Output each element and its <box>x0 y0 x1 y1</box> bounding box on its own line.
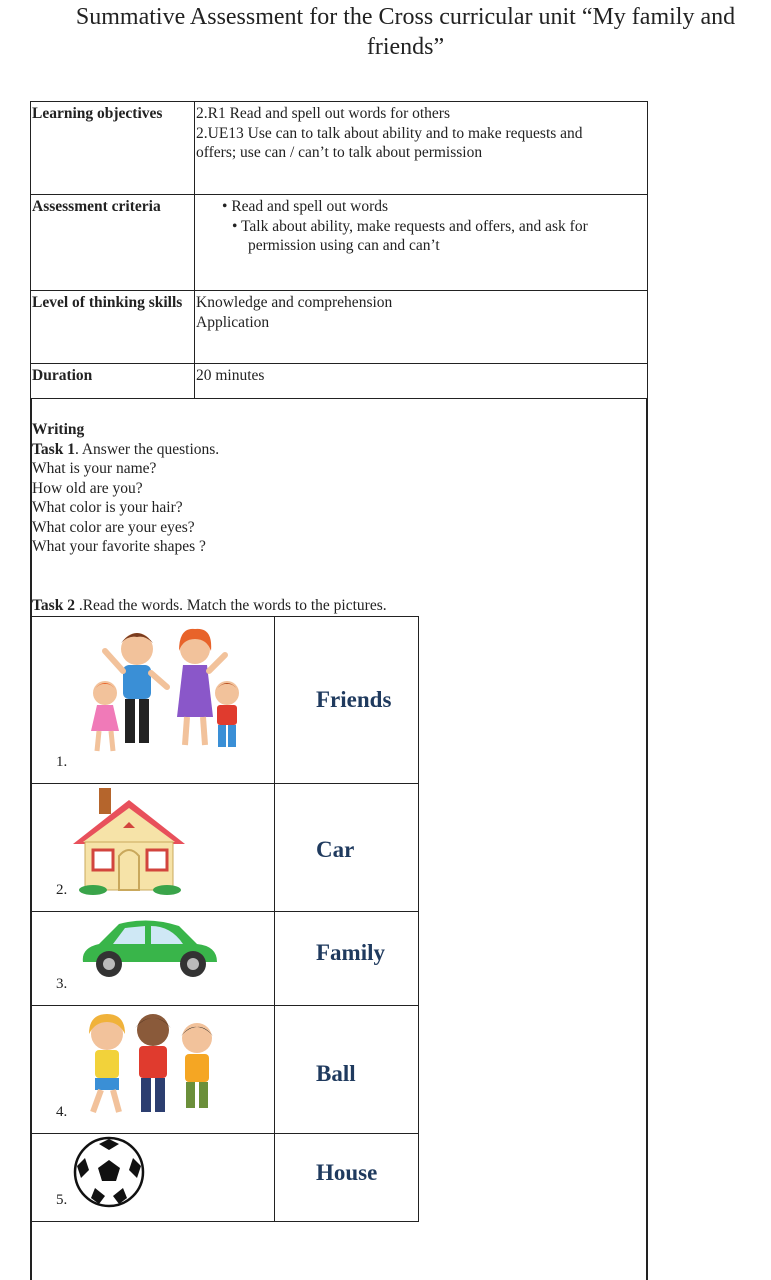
match-row <box>31 784 419 912</box>
criteria-value <box>195 195 648 291</box>
match-row <box>31 1006 419 1134</box>
page-title: Summative Assessment for the Cross curricular unit “My family and friends” <box>75 4 736 60</box>
ball-picture <box>73 1136 145 1208</box>
thinking-label: Level of thinking skills <box>31 291 195 364</box>
duration-row <box>31 364 648 399</box>
match-word: House <box>316 1160 378 1185</box>
criteria-label: Assessment criteria <box>31 195 195 291</box>
objective-line: 2.UE13 Use can to talk about ability and to make requests and <box>196 124 583 142</box>
word-cell <box>275 1134 419 1222</box>
objective-line: offers; use can / can’t to talk about permission <box>196 144 483 161</box>
picture-cell <box>31 1134 275 1222</box>
word-cell <box>275 617 419 784</box>
match-row <box>31 617 419 784</box>
task2-label: Task 2 <box>32 597 75 614</box>
objective-line: 2.R1 Read and spell out words for others <box>196 105 450 122</box>
picture-cell <box>31 784 275 912</box>
match-word: Ball <box>316 1061 356 1086</box>
writing-heading: Writing <box>32 421 85 438</box>
picture-cell <box>31 912 275 1006</box>
duration-label: Duration <box>31 364 195 399</box>
objectives-label: Learning objectives <box>31 102 195 195</box>
family-picture <box>75 621 255 761</box>
duration-value: 20 minutes <box>195 364 648 399</box>
house-picture <box>71 786 191 896</box>
picture-cell <box>31 1006 275 1134</box>
thinking-value <box>195 291 648 364</box>
picture-number: 2. <box>56 882 68 898</box>
objectives-table <box>30 101 648 399</box>
word-cell <box>275 1006 419 1134</box>
match-row <box>31 912 419 1006</box>
task2-text: .Read the words. Match the words to the pictures. <box>74 597 387 614</box>
match-word: Family <box>316 940 385 965</box>
question: What is your name? <box>32 460 157 477</box>
match-row <box>31 1134 419 1222</box>
picture-cell <box>31 617 275 784</box>
criteria-row <box>31 195 648 291</box>
word-cell <box>275 912 419 1006</box>
task1-instruction <box>32 440 219 460</box>
picture-number: 1. <box>56 754 68 770</box>
question: What color is your hair? <box>32 499 183 516</box>
question: What your favorite shapes ? <box>32 538 206 555</box>
car-picture <box>79 918 221 980</box>
frame-border-right <box>646 398 648 1280</box>
task2-instruction <box>32 596 387 616</box>
picture-number: 3. <box>56 976 68 992</box>
match-word: Car <box>316 837 355 862</box>
thinking-row <box>31 291 648 364</box>
picture-number: 5. <box>56 1192 68 1208</box>
criteria-list <box>196 197 646 256</box>
criteria-item: • Read and spell out words <box>232 197 646 217</box>
friends-picture <box>73 1008 233 1120</box>
task1-text: . Answer the questions. <box>74 440 220 458</box>
criteria-item: • Talk about ability, make requests and offers, and ask for permission using can and can’t <box>232 217 628 256</box>
writing-section <box>32 420 219 557</box>
objectives-value <box>195 102 648 195</box>
question: What color are your eyes? <box>32 518 195 536</box>
picture-number: 4. <box>56 1104 68 1120</box>
word-cell <box>275 784 419 912</box>
question: How old are you? <box>32 479 143 497</box>
thinking-line: Application <box>196 313 270 331</box>
task1-label: Task 1 <box>32 440 75 458</box>
objectives-row <box>31 102 648 195</box>
thinking-line: Knowledge and comprehension <box>196 294 393 311</box>
matching-table <box>30 616 419 1222</box>
match-word: Friends <box>316 687 392 712</box>
